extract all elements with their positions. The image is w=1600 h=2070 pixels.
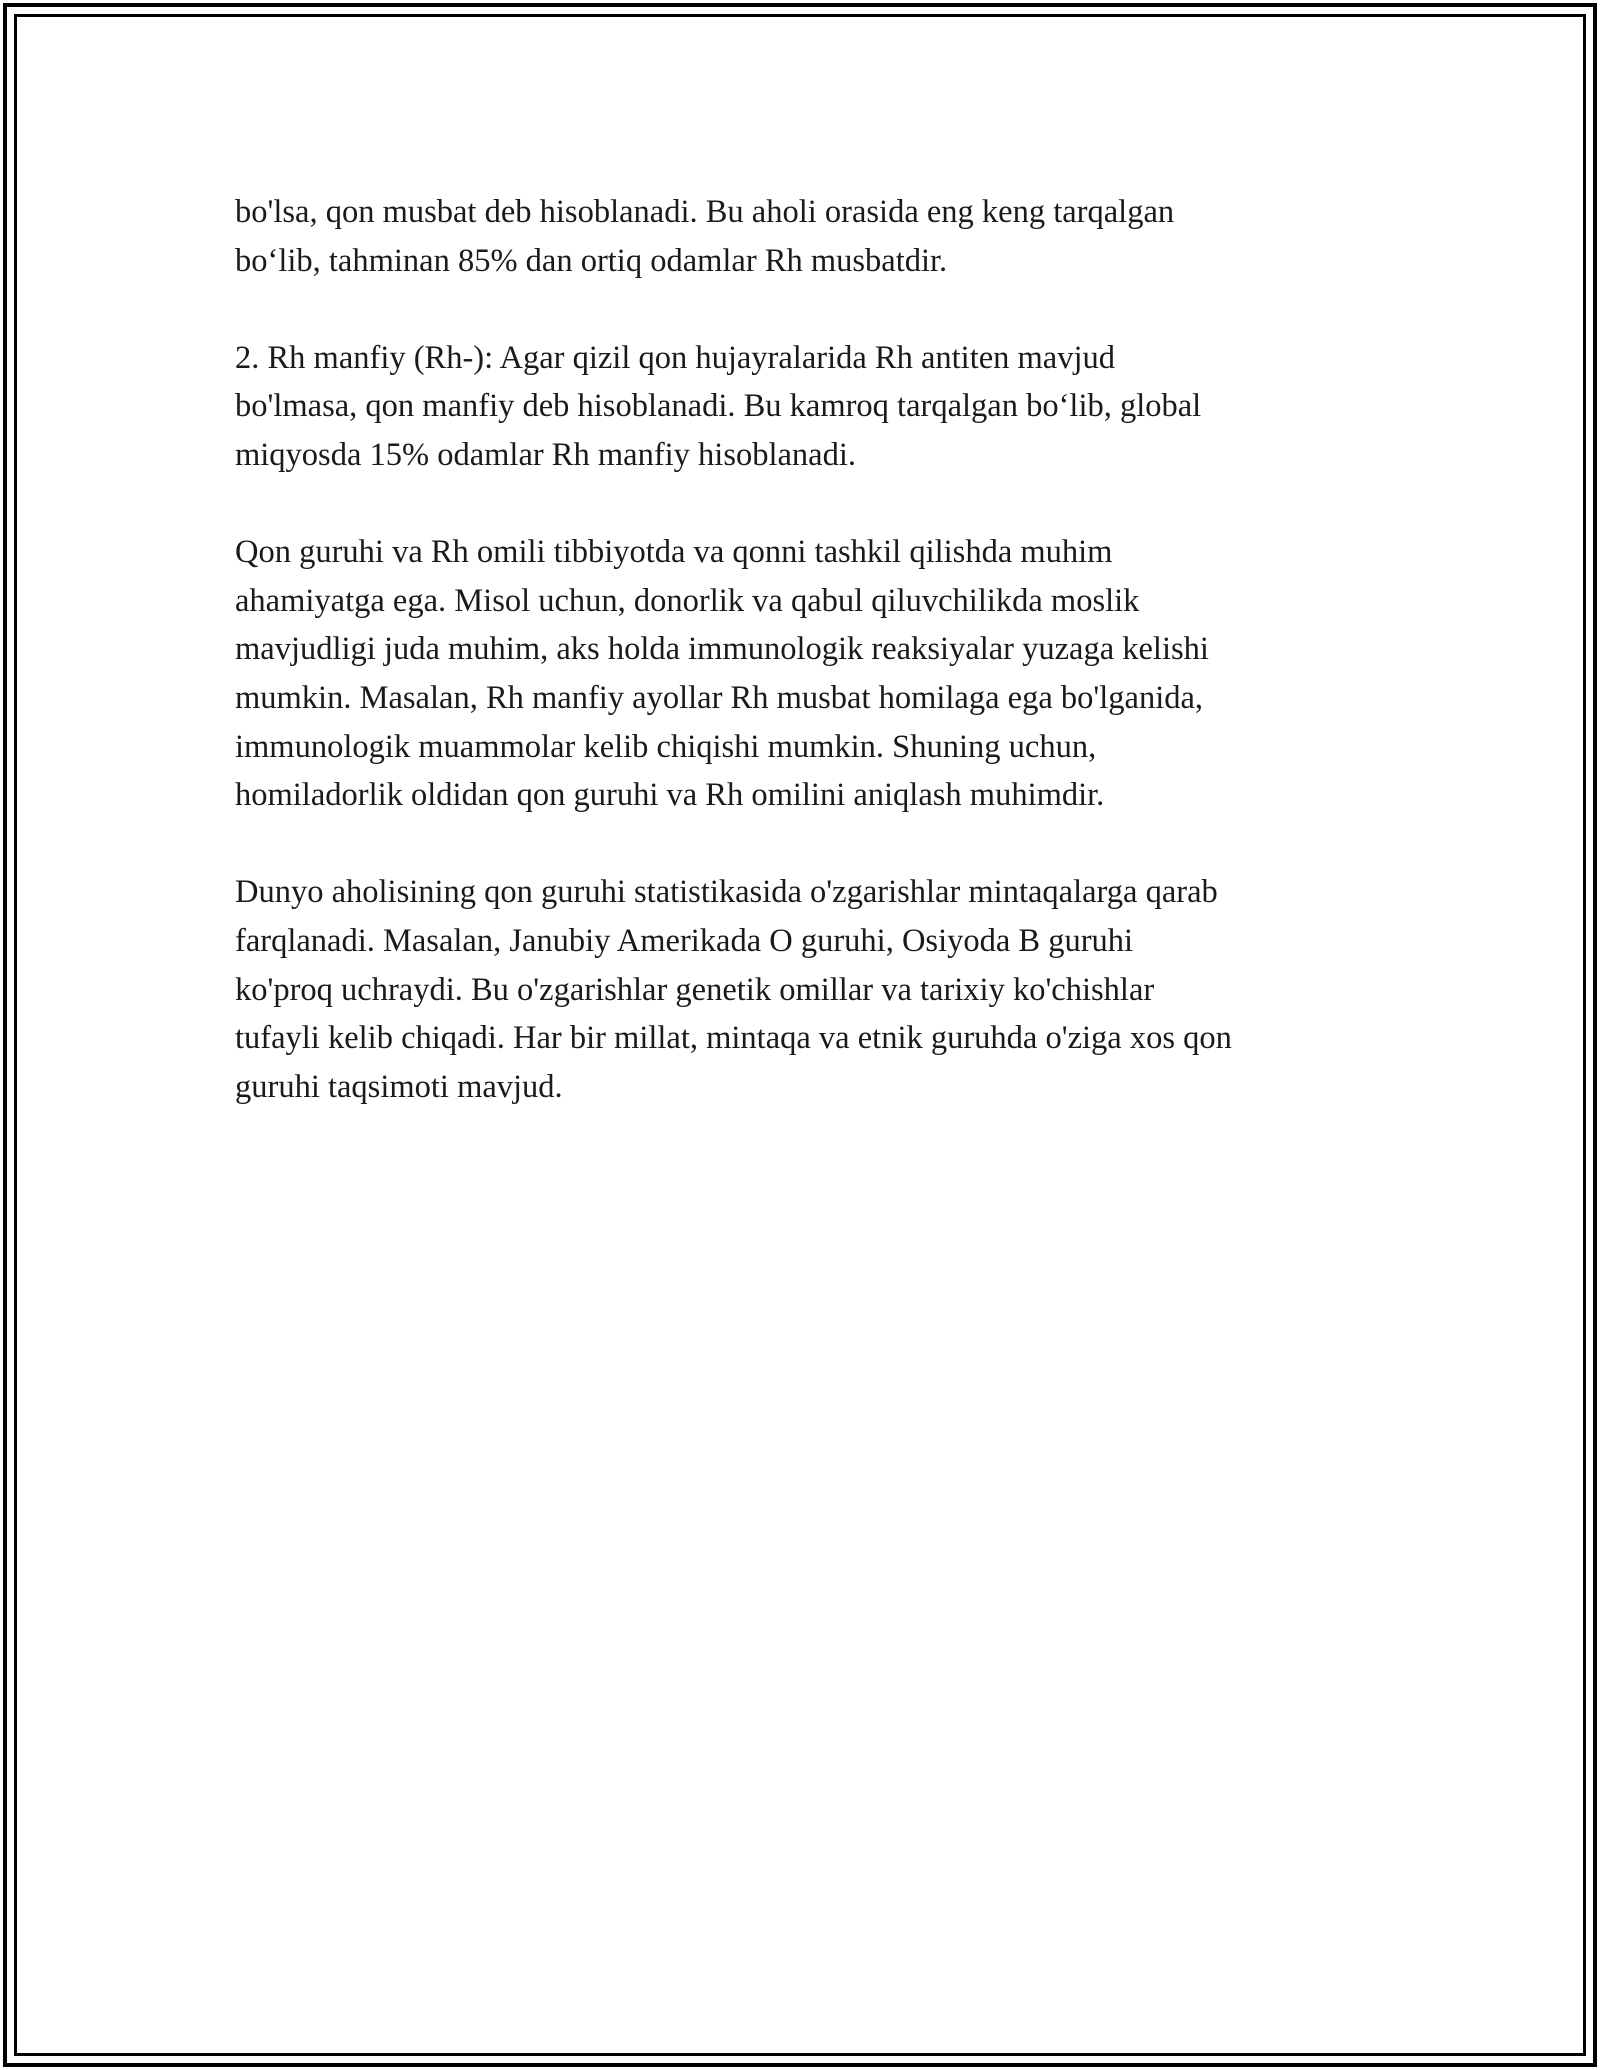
text-line: bo'lmasa, qon manfiy deb hisoblanadi. Bu kamroq tarqalgan bo‘lib, global — [235, 388, 1202, 425]
text-line: tufayli kelib chiqadi. Har bir millat, mintaqa va etnik guruhda o'ziga xos qon — [235, 1020, 1232, 1057]
text-line: ko'proq uchraydi. Bu o'zgarishlar genetik omillar va tarixiy ko'chishlar — [235, 971, 1155, 1008]
paragraph-rh-positive — [235, 188, 1365, 285]
text-line: immunologik muammolar kelib chiqishi mumkin. Shuning uchun, — [235, 728, 1097, 765]
paragraph-rh-negative — [235, 334, 1365, 480]
paragraph-medical-importance — [235, 528, 1365, 820]
text-line: 2. Rh manfiy (Rh-): Agar qizil qon hujayralarida Rh antiten mavjud — [235, 339, 1116, 376]
text-line: farqlanadi. Masalan, Janubiy Amerikada O guruhi, Osiyoda B guruhi — [235, 922, 1134, 959]
text-line: bo'lsa, qon musbat deb hisoblanadi. Bu aholi orasida eng keng tarqalgan — [235, 194, 1175, 230]
text-line: mumkin. Masalan, Rh manfiy ayollar Rh musbat homilaga ega bo'lganida, — [235, 679, 1204, 716]
paragraph-world-statistics — [235, 868, 1365, 1111]
text-line: miqyosda 15% odamlar Rh manfiy hisoblanadi. — [235, 436, 857, 473]
text-line: Dunyo aholisining qon guruhi statistikasida o'zgarishlar mintaqalarga qarab — [235, 874, 1218, 911]
text-line: ahamiyatga ega. Misol uchun, donorlik va qabul qiluvchilikda moslik — [235, 582, 1140, 619]
text-line: bo‘lib, tahminan 85% dan ortiq odamlar Rh musbatdir. — [235, 242, 948, 279]
text-line: homiladorlik oldidan qon guruhi va Rh omilini aniqlash muhimdir. — [235, 777, 1105, 814]
text-line: guruhi taqsimoti mavjud. — [235, 1068, 563, 1105]
text-line: Qon guruhi va Rh omili tibbiyotda va qonni tashkil qilishda muhim — [235, 534, 1113, 571]
document-body — [235, 188, 1365, 1160]
text-line: mavjudligi juda muhim, aks holda immunologik reaksiyalar yuzaga kelishi — [235, 631, 1209, 668]
